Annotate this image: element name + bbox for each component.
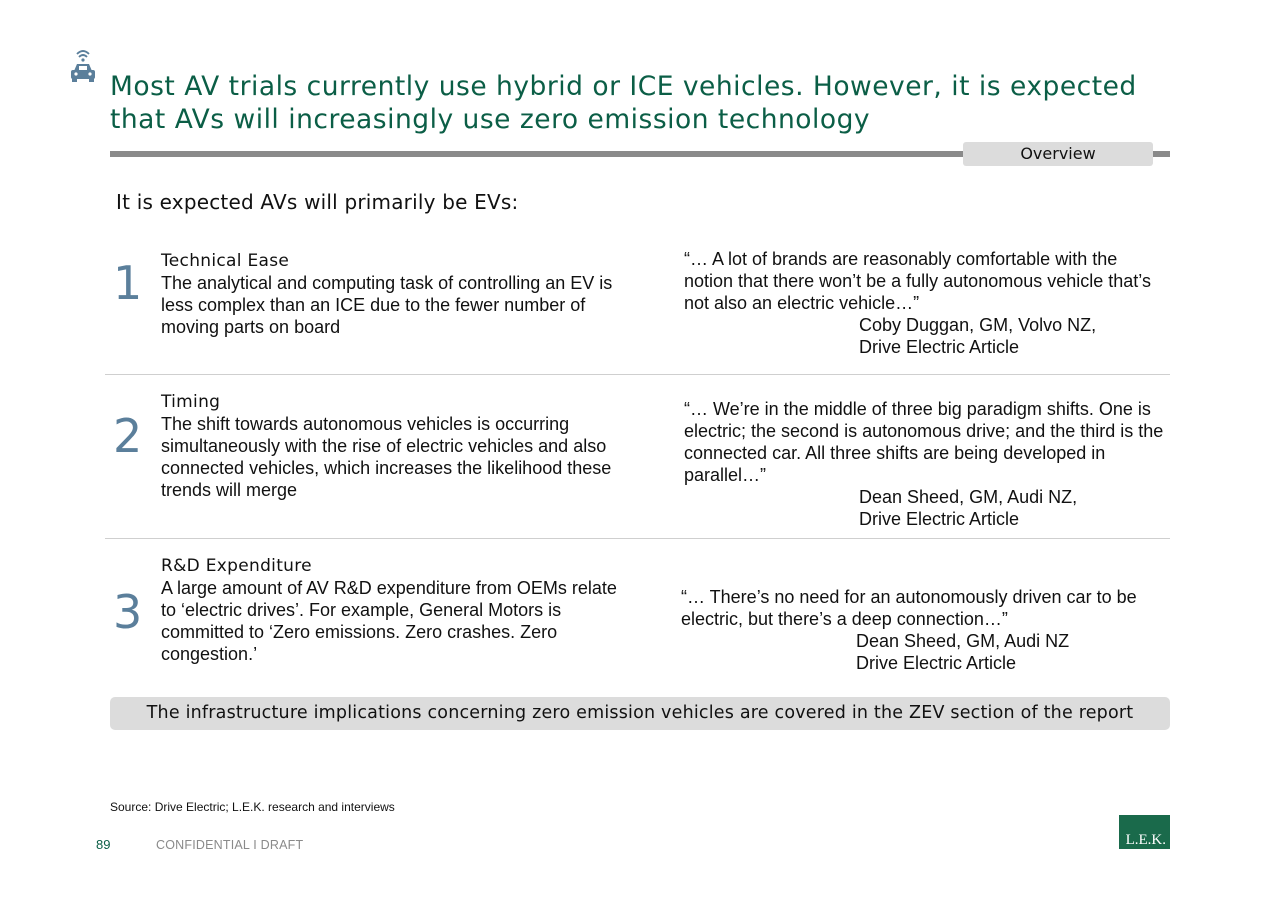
reason-row-rd-expenditure (105, 555, 1170, 685)
quote-text: “… There’s no need for an autonomously driven car to be electric, but there’s a deep connection…” (681, 587, 1137, 629)
quote-source: Drive Electric Article (859, 509, 1020, 529)
reason-row-timing (105, 391, 1170, 537)
reason-point (161, 391, 631, 501)
reason-row-technical-ease (105, 250, 1170, 374)
reason-heading: Timing (161, 392, 221, 412)
autonomous-car-icon (68, 46, 98, 86)
lek-logo (1119, 815, 1170, 849)
lead-statement: It is expected AVs will primarily be EVs: (116, 190, 519, 214)
zev-note-banner: The infrastructure implications concerning zero emission vehicles are covered in the ZEV section of the report (110, 697, 1170, 730)
quote-text: “… We’re in the middle of three big paradigm shifts. One is electric; the second is autonomous drive; and the third is the connected car. All three shifts are being developed in parallel…” (684, 399, 1164, 485)
reason-text: A large amount of AV R&D expenditure from OEMs relate to ‘electric drives’. For example, General Motors is committed to ‘Zero emissions. Zero crashes. Zero congestion.’ (161, 578, 617, 664)
confidentiality-label: CONFIDENTIAL I DRAFT (156, 838, 304, 852)
reason-heading: Technical Ease (161, 251, 290, 271)
reason-text: The shift towards autonomous vehicles is occurring simultaneously with the rise of electric vehicles and also connected vehicles, which increases the likelihood these trends will merge (161, 414, 612, 500)
quote-block (684, 398, 1164, 530)
row-divider (105, 374, 1170, 375)
quote-attribution: Dean Sheed, GM, Audi NZ (856, 631, 1070, 651)
quote-block (684, 248, 1164, 358)
reason-number: 1 (113, 256, 143, 310)
section-tab-overview: Overview (963, 142, 1153, 166)
reason-text: The analytical and computing task of controlling an EV is less complex than an ICE due to the fewer number of moving parts on board (161, 273, 613, 337)
page-title: Most AV trials currently use hybrid or ICE vehicles. However, it is expected that AVs will increasingly use zero emission technology (110, 71, 1137, 135)
quote-source: Drive Electric Article (859, 337, 1020, 357)
reason-number: 3 (113, 585, 143, 639)
reason-point (161, 555, 631, 665)
page-number: 89 (96, 837, 111, 852)
quote-block (681, 586, 1161, 674)
reason-point (161, 250, 631, 338)
quote-attribution: Dean Sheed, GM, Audi NZ, (859, 487, 1078, 507)
quote-source: Drive Electric Article (856, 653, 1017, 673)
logo-text: L.E.K. (1125, 832, 1166, 848)
reason-heading: R&D Expenditure (161, 556, 312, 576)
reason-number: 2 (113, 409, 143, 463)
quote-attribution: Coby Duggan, GM, Volvo NZ, (859, 315, 1097, 335)
row-divider (105, 538, 1170, 539)
source-note: Source: Drive Electric; L.E.K. research and interviews (110, 800, 395, 814)
quote-text: “… A lot of brands are reasonably comfortable with the notion that there won’t be a fully autonomous vehicle that’s not also an electric vehicle…” (684, 249, 1151, 313)
